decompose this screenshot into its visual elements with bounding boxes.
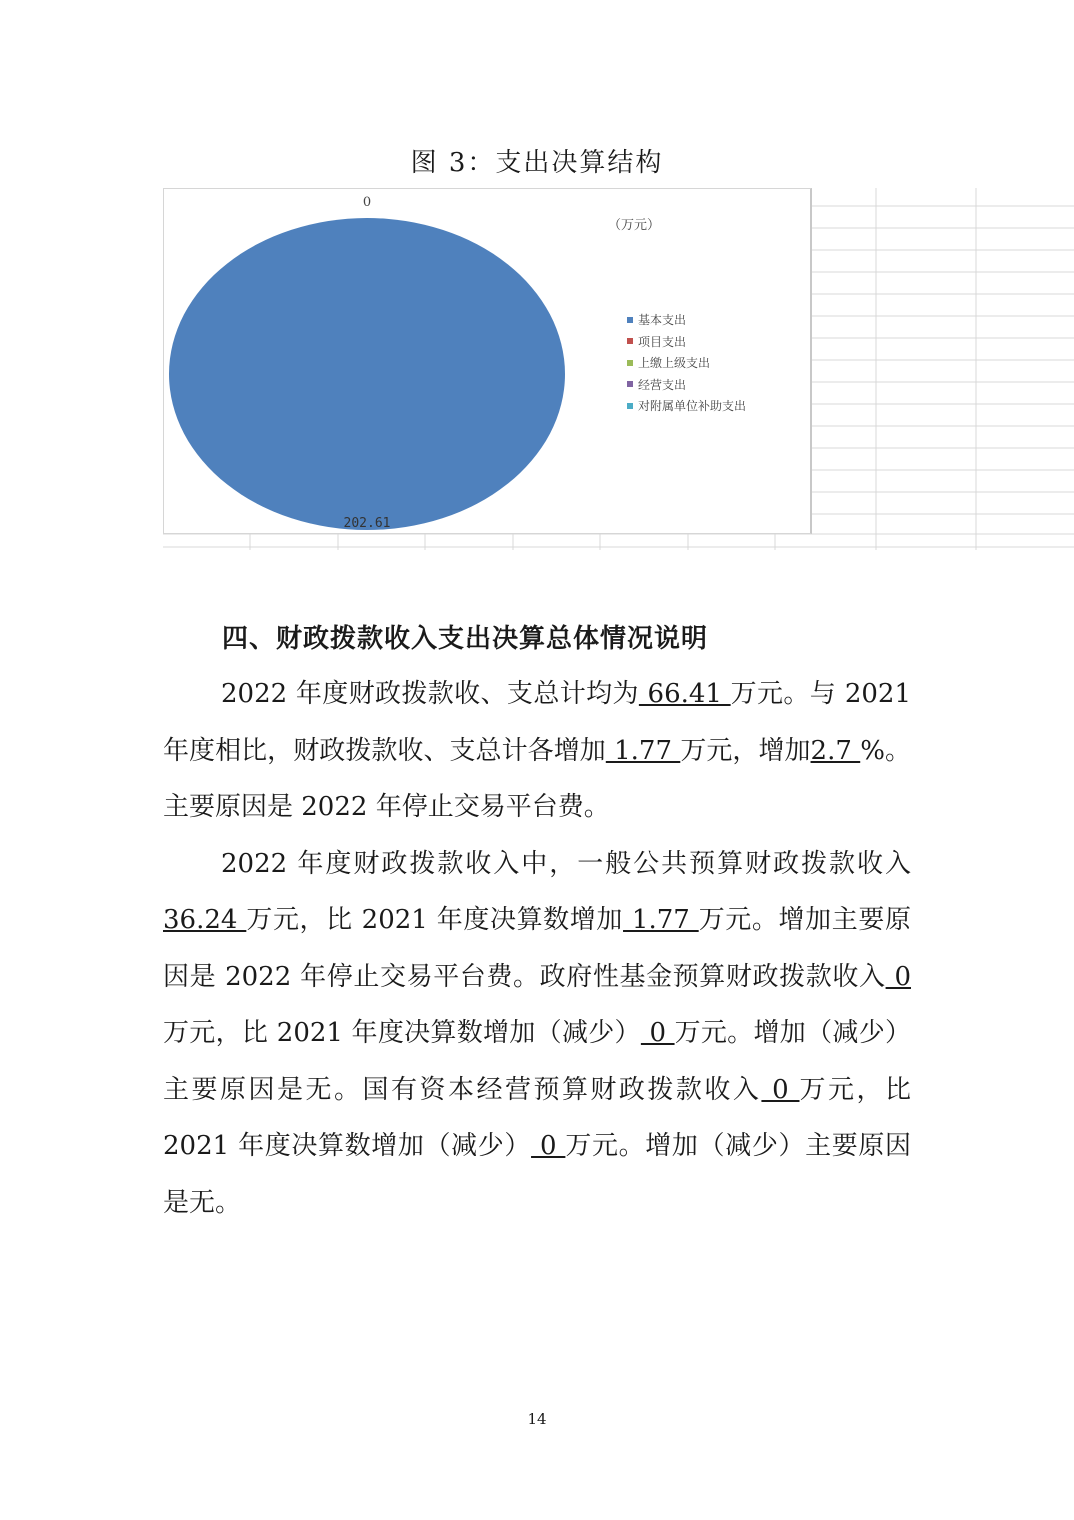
figure-caption: 图 3：支出决算结构 [410,148,664,178]
value-general-increase: 1.77 [623,905,699,935]
page-number: 14 [527,1410,547,1428]
text-run: 2022 年度财政拨款收、支总计均为 [221,679,639,709]
text-run: 2022 年度财政拨款收入中，一般公共预算财政拨款收入 [221,848,911,879]
legend-label-remit: 上缴上级支出 [638,356,711,371]
value-capital-budget: 0 [761,1074,800,1105]
legend-swatch-project [627,338,633,344]
legend-swatch-subsidy [627,403,633,409]
legend-label-project: 项目支出 [638,334,687,349]
pie-chart-panel [163,188,812,534]
body-text [163,666,911,1231]
text-run: %。主要原因是 2022 年停止交易平台费。 [163,735,911,822]
chart-legend [627,309,746,417]
legend-swatch-basic [627,317,633,323]
legend-item-subsidy [627,395,746,417]
legend-label-subsidy: 对附属单位补助支出 [638,399,747,414]
legend-label-basic: 基本支出 [638,313,687,328]
pie-slice-basic-expenditure [169,218,565,530]
value-total: 66.41 [638,679,731,709]
value-fund-change: 0 [640,1018,675,1048]
value-increase: 1.77 [605,735,681,766]
data-label-zero: 0 [362,195,372,210]
text-run: 万元。增加（减少）主要原因是无。 [163,1131,911,1218]
legend-swatch-operating [627,381,633,387]
value-general-budget: 36.24 [163,905,247,935]
legend-swatch-remit [627,360,633,366]
paragraph-total-appropriation [163,666,911,836]
text-run: 万元，比 2021 年度决算数增加（减少） [163,1074,911,1161]
legend-item-remit [627,352,746,374]
text-run: 万元，比 2021 年度决算数增加（减少） [163,1018,641,1048]
data-label-basic-expenditure: 202.61 [343,516,391,531]
text-run: 万元。增加主要原因是 2022 年停止交易平台费。政府性基金预算财政拨款收入 [163,905,911,992]
value-increase-percent: 2.7 [810,735,861,766]
text-run: 万元，比 2021 年度决算数增加 [246,905,624,935]
chart-unit-label: （万元） [608,218,661,233]
legend-item-basic [627,309,746,331]
paragraph-income-breakdown [163,836,911,1232]
section-heading: 四、财政拨款收入支出决算总体情况说明 [222,624,709,654]
legend-item-operating [627,374,746,396]
value-capital-change: 0 [531,1131,566,1161]
legend-label-operating: 经营支出 [638,377,687,392]
text-run: 万元。增加（减少）主要原因是无。国有资本经营预算财政拨款收入 [163,1018,911,1105]
value-fund-budget: 0 [885,961,911,992]
chart-area [163,188,1074,550]
text-run: 万元，增加 [680,735,811,766]
text-run: 万元。与 2021 年度相比，财政拨款收、支总计各增加 [163,679,911,766]
legend-item-project [627,331,746,353]
